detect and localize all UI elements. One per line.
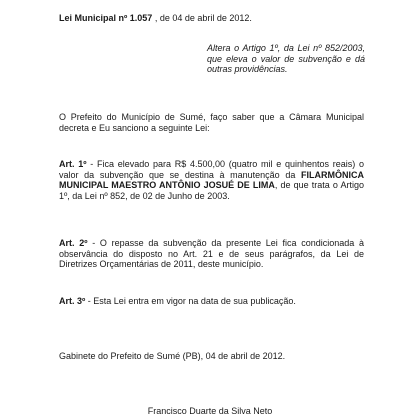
law-number: Lei Municipal nº 1.057	[59, 13, 153, 23]
article-3-label: Art. 3º	[59, 296, 86, 306]
article-2-text: - O repasse da subvenção da presente Lei fica condicionada à observância do disposto no Art. 21 e de seus parágrafos, da Lei de Diretrizes Orçamentárias de 2011, deste município.	[59, 238, 364, 269]
signature-name: Francisco Duarte da Silva Neto	[147, 406, 273, 416]
closing-line: Gabinete do Prefeito de Sumé (PB), 04 de abril de 2012.	[59, 351, 286, 361]
article-2	[59, 238, 364, 270]
article-3	[59, 296, 364, 307]
article-3-text: - Esta Lei entra em vigor na data de sua publicação.	[85, 296, 296, 306]
law-title	[59, 13, 379, 24]
law-date: , de 04 de abril de 2012.	[152, 13, 252, 23]
article-1-text-start: - Fica elevado para R$ 4.500,00 (quatro mil e quinhentos reais) o valor da subvenção que se destina à manutenção da	[59, 159, 364, 180]
law-summary: Altera o Artigo 1º, da Lei nº 852/2003, que eleva o valor de subvenção e dá outras providências.	[207, 43, 365, 74]
article-1-entity-name: FILARMÔNICA MUNICIPAL MAESTRO ANTÔNIO JOSUÉ DE LIMA	[59, 169, 364, 190]
article-1-label: Art. 1º	[59, 159, 87, 169]
article-1-text-end: , de que trata o Artigo 1º, da Lei nº 852, de 02 de Junho de 2003.	[59, 180, 364, 201]
article-2-label: Art. 2º	[59, 238, 88, 248]
preamble: O Prefeito do Município de Sumé, faço saber que a Câmara Municipal decreta e Eu sanciono a seguinte Lei:	[59, 112, 364, 133]
article-1	[59, 159, 364, 201]
